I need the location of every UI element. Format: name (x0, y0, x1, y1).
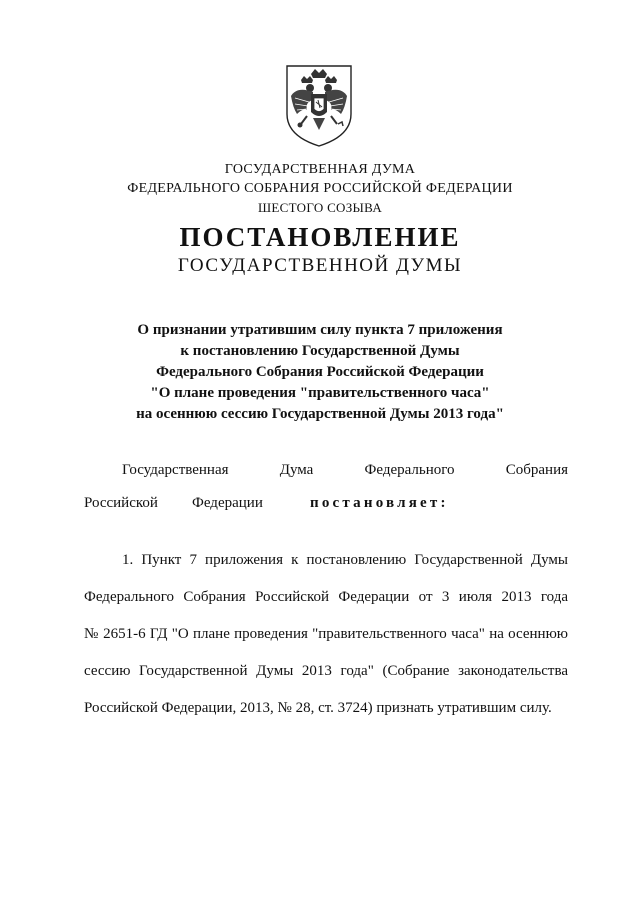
issuing-body-header (0, 160, 640, 217)
preamble-word: Собрания (505, 462, 568, 478)
preamble-line (84, 462, 568, 479)
preamble-word: Российской (84, 495, 158, 511)
header-line-convocation: ШЕСТОГО СОЗЫВА (257, 200, 383, 215)
coat-of-arms-icon (283, 62, 355, 148)
body-line: 1. Пункт 7 приложения к постановлению Государственной Думы (122, 552, 568, 568)
title-line: к постановлению Государственной Думы (180, 343, 460, 359)
document-subtype: ГОСУДАРСТВЕННОЙ ДУМЫ (177, 255, 463, 276)
document-title (0, 320, 640, 425)
header-line-duma: ГОСУДАРСТВЕННАЯ ДУМА (224, 162, 416, 177)
body-line: Федерального Собрания Российской Федерации от 3 июля 2013 года (84, 589, 568, 605)
decree-keyword: постановляет: (310, 495, 449, 511)
preamble-word: Дума (279, 462, 314, 478)
title-line: Федерального Собрания Российской Федерации (156, 364, 484, 380)
preamble (84, 462, 568, 512)
preamble-line (84, 495, 568, 512)
header-line-federal-assembly: ФЕДЕРАЛЬНОГО СОБРАНИЯ РОССИЙСКОЙ ФЕДЕРАЦИИ (127, 181, 513, 196)
decree-body (84, 542, 568, 727)
body-line: сессию Государственной Думы 2013 года" (Собрание законодательства (84, 663, 568, 679)
document-type: ПОСТАНОВЛЕНИЕ (179, 222, 461, 252)
title-line: О признании утратившим силу пункта 7 приложения (137, 322, 503, 338)
title-line: на осеннюю сессию Государственной Думы 2013 года" (136, 406, 504, 422)
preamble-word: Государственная (122, 462, 229, 478)
body-line: № 2651-6 ГД "О плане проведения "правительственного часа" на осеннюю (84, 626, 568, 642)
body-line: Российской Федерации, 2013, № 28, ст. 3724) признать утратившим силу. (84, 700, 552, 716)
preamble-word: Федерации (192, 495, 263, 511)
preamble-word: Федерального (364, 462, 455, 478)
title-line: "О плане проведения "правительственного часа" (150, 385, 490, 401)
